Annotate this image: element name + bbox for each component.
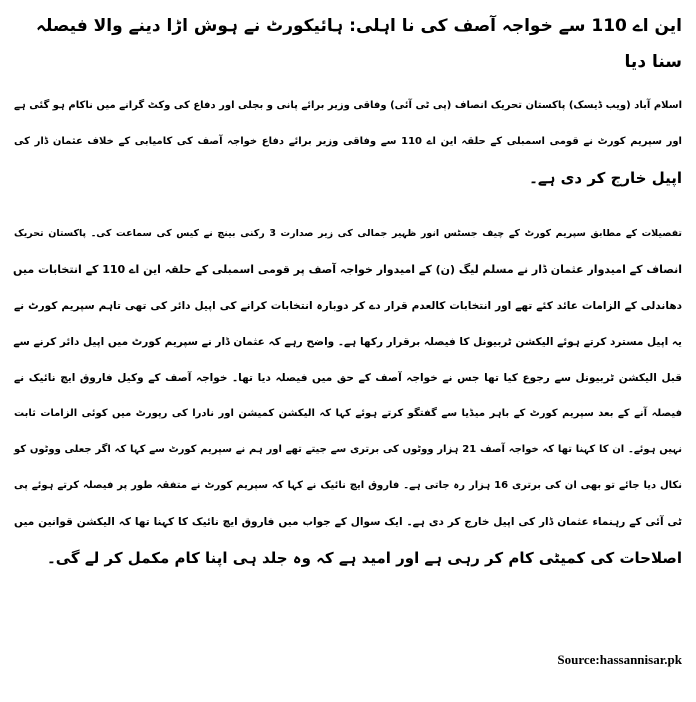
article-title: این اے 110 سے خواجہ آصف کی نا اہلی: ہائیکورٹ نے ہوش اڑا دینے والا فیصلہ سنا دیا — [35, 16, 682, 72]
paragraph-line: قبل الیکشن ٹربیونل سے رجوع کیا تھا جس نے خواجہ آصف کے حق میں فیصلہ دیا تھا۔ خواجہ آصف کے وکیل فاروق ایچ نائیک نے — [14, 372, 682, 384]
article-paragraph-1 — [14, 88, 682, 196]
paragraph-line: دھاندلی کے الزامات عائد کئے تھے اور انتخابات کالعدم قرار دے کر دوبارہ انتخابات کرانے کی اپیل دائر کی تھی تاہم سپریم کورٹ نے — [14, 300, 682, 312]
paragraph-line: اور سپریم کورٹ نے قومی اسمبلی کے حلقہ این اے 110 سے وفاقی وزیر برائے دفاع خواجہ آصف کی کامیابی کے خلاف عثمان ڈار کی — [14, 136, 682, 147]
paragraph-line: ٹی آئی کے رہنماء عثمان ڈار کی اپیل خارج کر دی ہے۔ ایک سوال کے جواب میں فاروق ایچ نائیک کا کہنا تھا کہ الیکشن قوانین میں — [14, 516, 682, 528]
paragraph-line: فیصلہ آنے کے بعد سپریم کورٹ کے باہر میڈیا سے گفتگو کرتے ہوئے کہا کہ الیکشن کمیشن اور نادرا کی رپورٹ میں کوئی الزامات ثابت — [14, 408, 682, 419]
paragraph-line: اصلاحات کی کمیٹی کام کر رہی ہے اور امید ہے کہ وہ جلد ہی اپنا کام مکمل کر لے گی۔ — [46, 549, 682, 567]
paragraph-line: نہیں ہوئے۔ ان کا کہنا تھا کہ خواجہ آصف 21 ہزار ووٹوں کی برتری سے جیتے تھے اور ہم نے سپریم کورٹ سے کہا کہ اگر جعلی ووٹوں کو — [14, 444, 683, 455]
article-paragraph-2 — [14, 216, 682, 576]
paragraph-line: تفصیلات کے مطابق سپریم کورٹ کے چیف جسٹس انور ظہیر جمالی کی زیر صدارت 3 رکنی بینچ نے کیس کی سماعت کی۔ پاکستان تحریک — [14, 228, 682, 239]
paragraph-line: انصاف کے امیدوار عثمان ڈار نے مسلم لیگ (ن) کے امیدوار خواجہ آصف پر قومی اسمبلی کے حلقہ این اے 110 کے انتخابات میں — [12, 263, 682, 276]
paragraph-line: اپیل خارج کر دی ہے۔ — [529, 169, 682, 187]
paragraph-line: نکال دیا جائے تو بھی ان کی برتری 16 ہزار رہ جاتی ہے۔ فاروق ایچ نائیک نے کہا کہ سپریم کورٹ نے متفقہ طور پر فیصلہ کرتے ہوئے پی — [14, 480, 682, 491]
source-credit: Source:hassannisar.pk — [557, 652, 682, 667]
paragraph-line: اسلام آباد (ویب ڈیسک) پاکستان تحریک انصاف (پی ٹی آئی) وفاقی وزیر برائے پانی و بجلی اور دفاع کی وکٹ گرانے میں ناکام ہو گئی ہے — [14, 100, 682, 111]
paragraph-line: یہ اپیل مسترد کرتے ہوئے الیکشن ٹربیونل کا فیصلہ برقرار رکھا ہے۔ واضح رہے کہ عثمان ڈار نے سپریم کورٹ میں اپیل دائر کرنے سے — [13, 336, 682, 348]
